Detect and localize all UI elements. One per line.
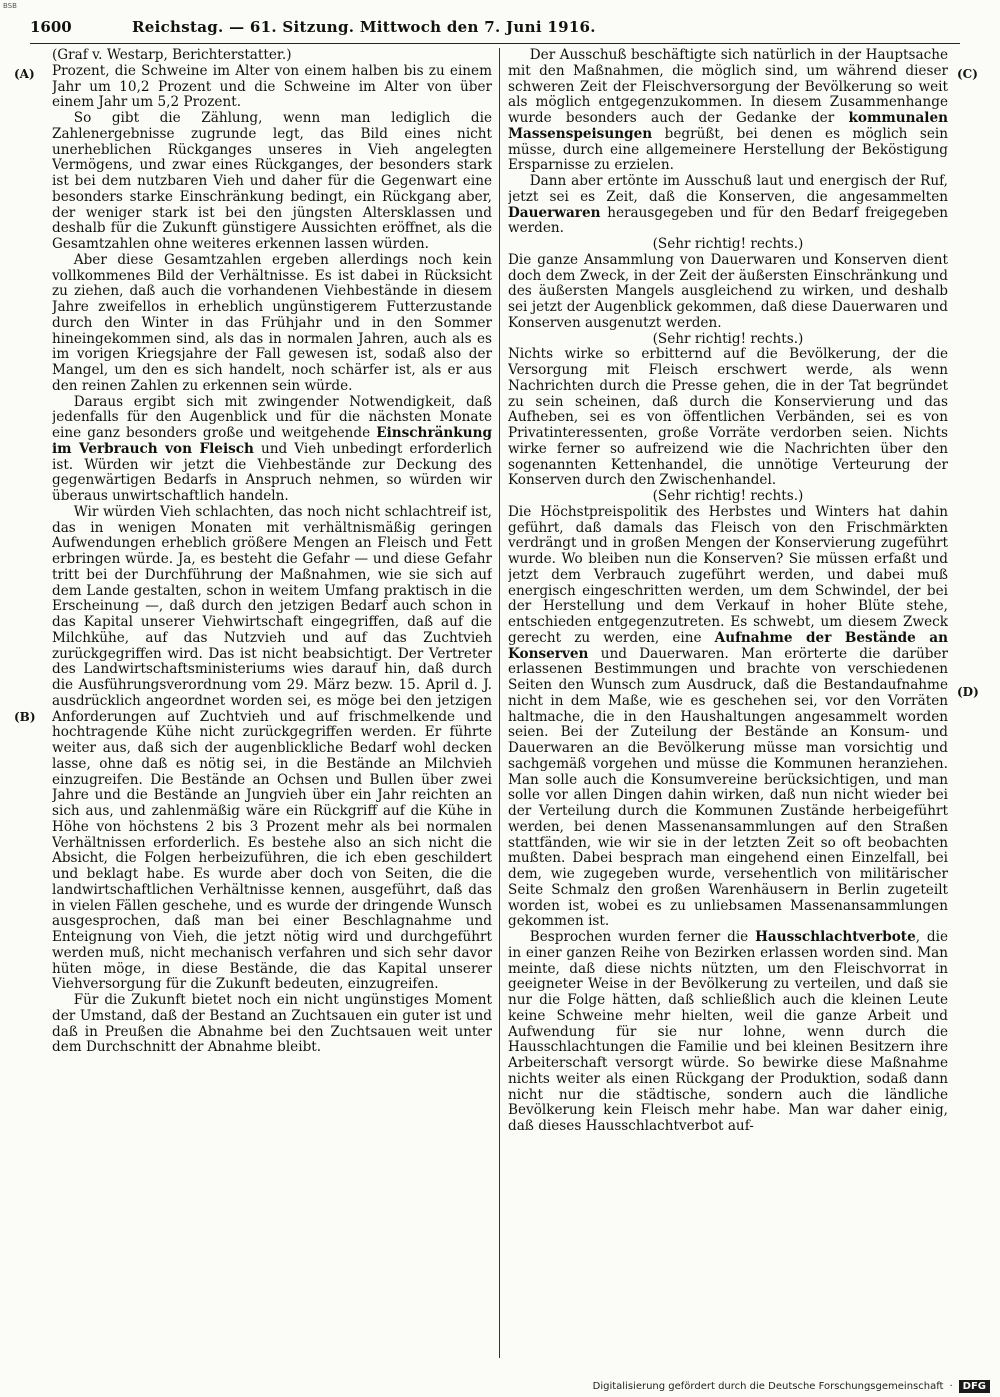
library-mark: BSB xyxy=(3,2,17,10)
emphasis: Aufnahme der Bestände an Konserven xyxy=(508,629,948,662)
emphasis: Hausschlachtverbote xyxy=(755,929,916,945)
interjection: (Sehr richtig! rechts.) xyxy=(652,236,804,252)
interjection: (Sehr richtig! rechts.) xyxy=(652,330,804,347)
page-header xyxy=(30,18,730,40)
speaker-attribution: (Graf v. Westarp, Berichterstatter.) xyxy=(52,48,292,63)
emphasis: Einschränkung im Verbrauch von Fleisch xyxy=(52,425,492,457)
margin-mark-c: (C) xyxy=(957,67,978,81)
column-divider xyxy=(499,48,500,1358)
dfg-logo: DFG xyxy=(959,1380,990,1393)
paragraph: So gibt die Zählung, wenn man lediglich die Zahlenergebnisse zugrunde legt, das Bild eines nicht unerheblichen Rückganges unseres in Vieh angelegten Vermögens, und zwar eines Rückganges, der besonders stark ist bei dem nutzbaren Vieh und daher für die Gegenwart eine besonders starke Einschränkung bedingt, ein Rückgang aber, der weniger stark ist bei den jüngsten Altersklassen und deshalb für die Zukunft günstigere Aussichten eröffnet, als die Gesamtzahlen ohne weiteres erkennen lassen würden. xyxy=(52,110,492,252)
margin-mark-b: (B) xyxy=(14,710,36,724)
running-title: Reichstag. — 61. Sitzung. Mittwoch den 7. Juni 1916. xyxy=(132,18,596,36)
paragraph: Der Ausschuß beschäftigte sich natürlich in der Hauptsache mit den Maßnahmen, die möglich sind, um während dieser schweren Zeit der Fleischversorgung der Bevölkerung so weit als möglich entgegenzukommen. In diesem Zusammenhange wurde besonders auch der Gedanke der kommunalen Massenspeisungen begrüßt, bei denen es möglich sein müsse, durch eine allgemeinere Herstellung der Beköstigung Ersparnisse zu erzielen. xyxy=(508,48,948,174)
emphasis: kommunalen Massenspeisungen xyxy=(508,110,948,142)
paragraph: Daraus ergibt sich mit zwingender Notwendigkeit, daß jedenfalls für den Augenblick und für die nächsten Monate eine ganz besonders große und weitgehende Einschränkung im Verbrauch von Fleisch und Vieh unbedingt erforderlich ist. Würden wir jetzt die Viehbestände zur Deckung des gegenwärtigen Bedarfs in Anspruch nehmen, so würden wir überaus unwirtschaftlich handeln. xyxy=(52,393,492,504)
right-column xyxy=(508,48,948,1360)
footer: Digitalisierung gefördert durch die Deutsche Forschungsgemeinschaft · DFG xyxy=(593,1380,990,1393)
funding-note: Digitalisierung gefördert durch die Deutsche Forschungsgemeinschaft xyxy=(592,1381,944,1392)
margin-mark-a: (A) xyxy=(14,67,35,81)
paragraph: Dann aber ertönte im Ausschuß laut und energisch der Ruf, jetzt sei es Zeit, daß die Konserven, die angesammelten Dauerwaren herausgegeben und für den Bedarf freigegeben werden. xyxy=(508,173,948,237)
paragraph: Aber diese Gesamtzahlen ergeben allerdings noch kein vollkommenes Bild der Verhältnisse. Es ist dabei in Rücksicht zu ziehen, daß auch die vorhandenen Viehbestände in diesem Jahre zweifellos in erheblich ungünstigerem Futterzustande durch den Winter in das Frühjahr und in den Sommer hineingekommen sind, als das in normalen Jahren, auch als es im vorigen Kriegsjahre der Fall gewesen ist, sodaß also der Mangel, um den es sich handelt, noch schärfer ist, als er aus den reinen Zahlen zu erkennen sein würde. xyxy=(52,251,492,394)
page-number: 1600 xyxy=(30,18,72,36)
paragraph: Die ganze Ansammlung von Dauerwaren und Konserven dient doch dem Zweck, in der Zeit der äußersten Einschränkung und des äußersten Mangels ausgleichend zu wirken, und deshalb sei jetzt der Augenblick gekommen, daß diese Dauerwaren und Konserven ausgenutzt werden. xyxy=(508,251,948,331)
header-rule xyxy=(30,43,960,44)
interjection: (Sehr richtig! rechts.) xyxy=(652,488,804,504)
paragraph: Wir würden Vieh schlachten, das noch nicht schlachtreif ist, das in wenigen Monaten mit verhältnismäßig geringen Aufwendungen erheblich größere Mengen an Fleisch und Fett erbringen würde. Ja, es besteht die Gefahr — und diese Gefahr tritt bei der Durchführung der Maßnahmen, wie sie sich auf dem Lande gestalten, schon in weitem Umfang praktisch in die Erscheinung —, daß durch den jetzigen Bedarf auch schon in das Kapital unserer Viehwirtschaft eingegriffen, daß auf die Milchkühe, auf das Nutzvieh und auf das Zuchtvieh zurückgegriffen wird. Das ist nicht beabsichtigt. Der Vertreter des Landwirtschaftsministeriums wies darauf hin, daß durch die Ausführungsverordnung vom 29. März bezw. 15. April d. J. ausdrücklich angeordnet worden sei, es möge bei den jetzigen Anforderungen auf Zuchtvieh und auf frischmelkende und hochtragende Kühe nicht zurückgegriffen werden. Er führte weiter aus, daß sich der augenblickliche Bedarf wohl decken lasse, ohne daß es nötig sei, in die Bestände an Milchvieh einzugreifen. Die Bestände an Ochsen und Bullen über zwei Jahre und die Bestände an Jungvieh über ein Jahr reichten an sich aus, und zahlenmäßig wäre ein Rückgriff auf die Kühe in Höhe von höchstens 2 bis 3 Prozent mehr als bei normalen Verhältnissen erforderlich. Es bestehe also an sich nicht die Absicht, die Folgen herbeizuführen, die ich eben geschildert und beklagt habe. Es wurde aber doch von Seiten, die die landwirtschaftlichen Verhältnisse kennen, ausgeführt, daß das in vielen Fällen geschehe, und es wurde der dringende Wunsch ausgesprochen, daß man bei einer Beschlagnahme und Enteignung von Vieh, die jetzt nötig wird und durchgeführt werden muß, nicht mechanisch verfahren und sich sehr davor hüten möge, in diese Bestände, die das Kapital unserer Viehversorgung für die Zukunft bedeuten, einzugreifen. xyxy=(52,503,492,993)
emphasis: Dauerwaren xyxy=(508,204,601,221)
paragraph: Prozent, die Schweine im Alter von einem halben bis zu einem Jahr um 10,2 Prozent und die Schweine im Alter von über einem Jahr um 5,2 Prozent. xyxy=(52,62,492,111)
paragraph: Die Höchstpreispolitik des Herbstes und Winters hat dahin geführt, daß damals das Fleisch von den Frischmärkten verdrängt und in großen Mengen der Konservierung zugeführt wurde. Wo bleiben nun die Konserven? Sie müssen erfaßt und jetzt dem Verbrauch zugeführt werden, und dabei muß energisch eingeschritten werden, um dem Schwindel, der bei der Herstellung und dem Verkauf in hoher Blüte stehe, entschieden entgegenzutreten. Es schwebt, um diesem Zweck gerecht zu werden, eine Aufnahme der Bestände an Konserven und Dauerwaren. Man erörterte die darüber erlassenen Bestimmungen und brachte von verschiedenen Seiten den Wunsch zum Ausdruck, daß die Bestandaufnahme nicht in dem Maße, wie es geschehen sei, vor den Vorräten haltmache, die in den Haushaltungen angesammelt worden seien. Bei der Zuteilung der Bestände an Konsum- und Dauerwaren an die Bevölkerung müsse man vorsichtig und sachgemäß vorgehen und müsse die Kommunen heranziehen. Man solle auch die Konsumvereine berücksichtigen, und man solle vor allen Dingen dahin wirken, daß nun nicht wieder bei der Verteilung durch die Kommunen Zustände herbeigeführt werden, bei denen Massenansammlungen auf den Straßen stattfänden, wie wir sie in der letzten Zeit so oft beobachten mußten. Dabei besprach man eingehend einen Einzelfall, bei dem, wie zugegeben wurde, versehentlich von militärischer Seite Schmalz den großen Warenhäusern in Berlin zugeteilt worden ist, wobei es zu unliebsamen Massenansammlungen gekommen ist. xyxy=(508,503,948,930)
paragraph: Nichts wirke so erbitternd auf die Bevölkerung, der die Versorgung mit Fleisch erschwert werde, als wenn Nachrichten durch die Presse gehen, die in der Tat begründet zu sein scheinen, daß durch die Konservierung und das Aufheben, sei es von öffentlichen Verbänden, sei es von Privatinteressenten, große Vorräte verdorben seien. Nichts wirke ferner so aufreizend wie die Nachrichten über den sogenannten Kettenhandel, die unnötige Verteurung der Konserven durch den Zwischenhandel. xyxy=(508,346,948,489)
paragraph: Besprochen wurden ferner die Hausschlachtverbote, die in einer ganzen Reihe von Bezirken erlassen worden sind. Man meinte, daß diese nichts nützten, um den Fleischvorrat in geeigneter Weise in der Bevölkerung zu verteilen, und daß sie nur die Folge hätten, daß schließlich auch die kleinen Leute keine Schweine mehr hielten, weil die ganze Arbeit und Aufwendung für sie nur lohne, wenn durch die Hausschlachtungen die Familie und bei kleinen Besitzern ihre Arbeiterschaft versorgt würde. So bewirke diese Maßnahme nichts weiter als einen Rückgang der Produktion, sodaß dann nicht nur die städtische, sondern auch die ländliche Bevölkerung kein Fleisch mehr habe. Man war daher einig, daß dieses Hausschlachtverbot auf- xyxy=(508,929,948,1134)
paragraph: Für die Zukunft bietet noch ein nicht ungünstiges Moment der Umstand, daß der Bestand an Zuchtsauen ein guter ist und daß in Preußen die Abnahme bei den Zuchtsauen weit unter dem Durchschnitt der Abnahme bleibt. xyxy=(52,992,492,1056)
left-column xyxy=(52,48,492,1360)
margin-mark-d: (D) xyxy=(957,685,979,699)
